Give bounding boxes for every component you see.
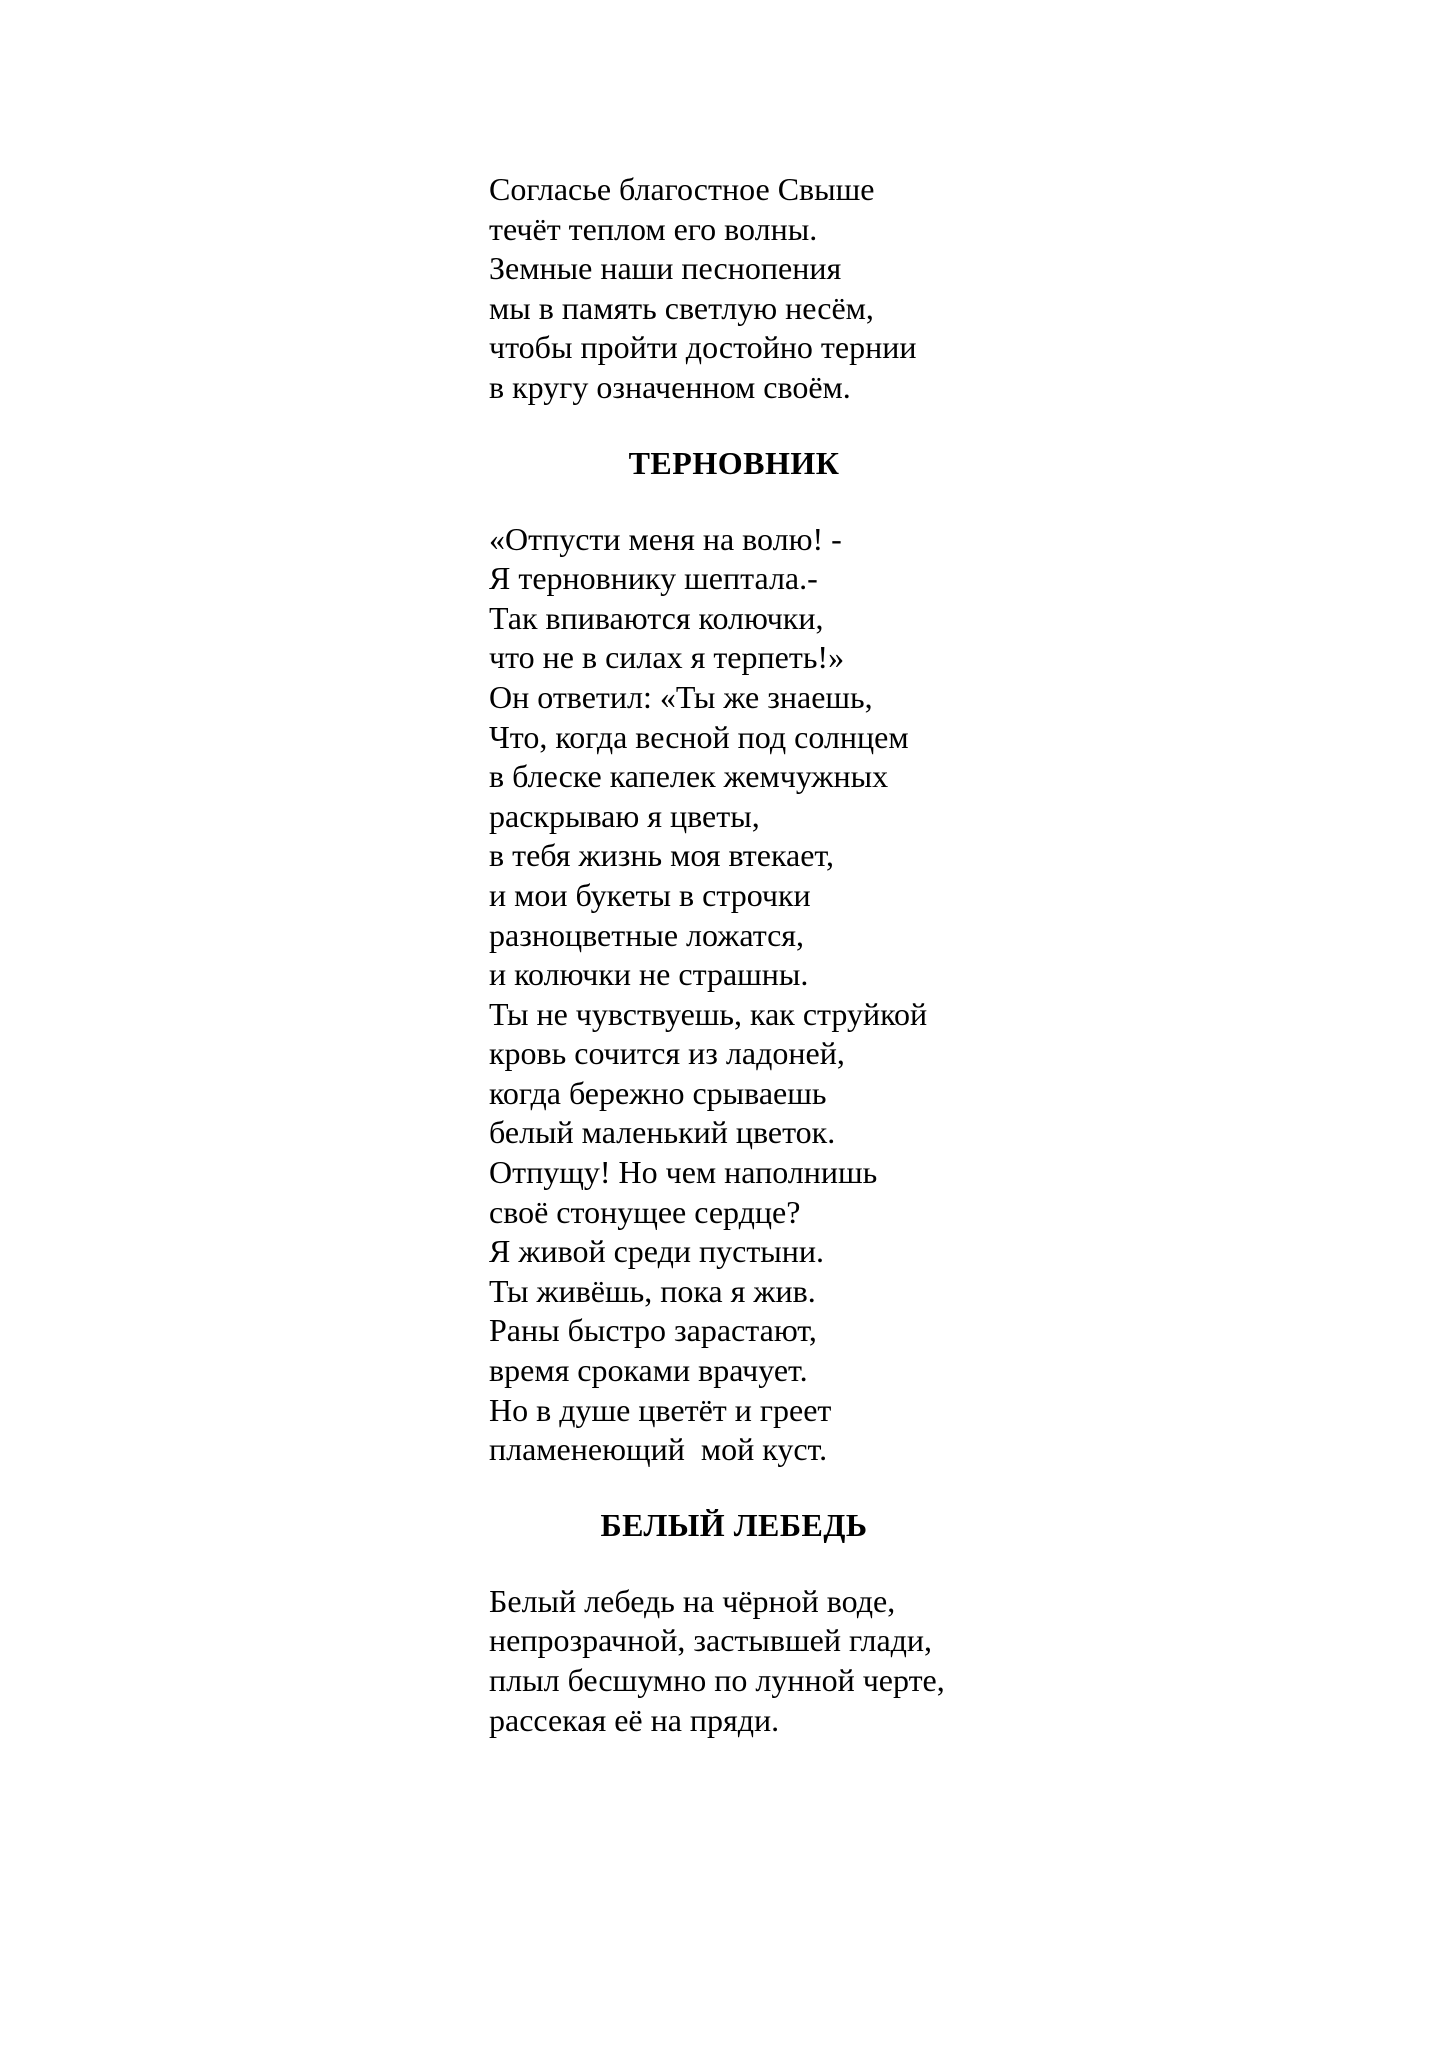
poem-line: течёт теплом его волны. [489,210,818,247]
poem-line: в тебя жизнь моя втекает, [489,837,834,874]
poem-line: непрозрачной, застывшей глади, [489,1622,933,1659]
poem-line: Так впиваются колючки, [489,599,824,636]
poem-line: в кругу означенном своём. [489,368,851,405]
poem-line: раскрываю я цветы, [489,797,760,834]
poem-line: Земные наши песнопения [489,250,842,287]
poem-line: рассекая её на пряди. [489,1701,780,1738]
poem-line: пламенеющий мой куст. [489,1431,828,1468]
poem-line: своё стонущее сердце? [489,1193,801,1230]
poem-line: и колючки не страшны. [489,956,809,993]
poem-line: в блеске капелек жемчужных [489,758,889,795]
poem-line: что не в силах я терпеть!» [489,639,845,676]
poem-line: Отпущу! Но чем наполнишь [489,1154,878,1191]
poem-line: Ты живёшь, пока я жив. [489,1272,816,1309]
poem-line: разноцветные ложатся, [489,916,804,953]
poem-line: Согласье благостное Свыше [489,171,875,207]
poem-line: Раны быстро зарастают, [489,1312,817,1349]
poem-line: Но в душе цветёт и греет [489,1391,832,1428]
poem-line: Ты не чувствуешь, как струйкой [489,995,928,1032]
poem-title-lebed: БЕЛЫЙ ЛЕБЕДЬ [600,1506,868,1543]
poem-lebed-body [489,1582,1009,1740]
poem-line: Белый лебедь на чёрной воде, [489,1582,896,1619]
poem-line: белый маленький цветок. [489,1114,836,1151]
poem-ternovnik-body [489,520,1009,1470]
poem-line: Он ответил: «Ты же знаешь, [489,678,873,715]
poem-line: чтобы пройти достойно тернии [489,329,917,366]
poem-title-ternovnik: ТЕРНОВНИК [628,444,840,481]
poem-line: когда бережно срываешь [489,1074,827,1111]
poem-line: время сроками врачует. [489,1352,808,1389]
poem-line: и мои букеты в строчки [489,876,811,913]
poem-line: Я живой среди пустыни. [489,1233,825,1270]
poem-line: плыл бесшумно по лунной черте, [489,1662,945,1698]
poem-line: Что, когда весной под солнцем [489,718,909,755]
intro-stanza [489,170,1009,408]
text-column [489,170,1009,1740]
poem-line: мы в память светлую несём, [489,289,874,326]
poem-line: Я терновнику шептала.- [489,560,818,597]
poem-line: кровь сочится из ладоней, [489,1035,845,1072]
poem-line: «Отпусти меня на волю! - [489,520,842,557]
